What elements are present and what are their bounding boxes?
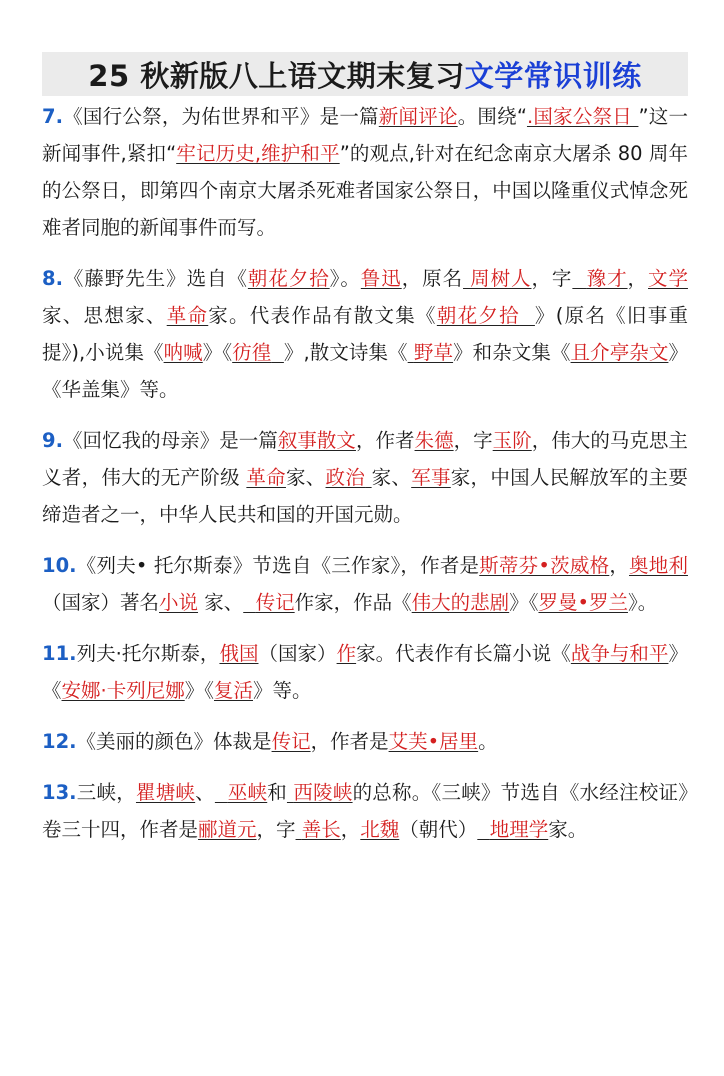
question-q12 bbox=[42, 723, 688, 760]
answer-blank bbox=[215, 781, 228, 804]
question-text: 》《 bbox=[202, 341, 233, 364]
answer-text: 传记 bbox=[271, 730, 311, 753]
answer-text: 军事 bbox=[411, 466, 451, 489]
question-text: ，字 bbox=[453, 429, 493, 452]
question-q7 bbox=[42, 98, 688, 246]
question-text: 、 bbox=[195, 781, 215, 804]
question-text: 。围绕“ bbox=[457, 105, 527, 128]
question-text: 《美丽的颜色》体裁是 bbox=[76, 730, 272, 753]
answer-text: 善长 bbox=[301, 818, 341, 841]
question-text: 的总称。《三峡》节选自《水经注校证》卷三十四，作者是 bbox=[42, 781, 688, 841]
question-text: 家。代表作品有散文集《 bbox=[208, 304, 437, 327]
answer-text: 安娜·卡列尼娜 bbox=[61, 679, 185, 702]
question-q10 bbox=[42, 547, 688, 621]
answer-text: 朝花夕拾 bbox=[247, 267, 330, 290]
question-text: ，字 bbox=[256, 818, 296, 841]
answer-text: 北魏 bbox=[360, 818, 400, 841]
question-text: 家，中国人民解放军的主要缔造者之一，中华人民共和国的开国元勋。 bbox=[42, 466, 688, 526]
question-text: 。 bbox=[478, 730, 498, 753]
question-number: 7. bbox=[42, 105, 63, 128]
answer-text: 郦道元 bbox=[198, 818, 257, 841]
question-text: 》《华盖集》等。 bbox=[42, 341, 688, 401]
question-list bbox=[42, 98, 688, 848]
question-text: ， bbox=[627, 267, 648, 290]
question-number: 9. bbox=[42, 429, 63, 452]
question-text: 》。 bbox=[627, 591, 658, 614]
answer-text: 文学 bbox=[648, 267, 688, 290]
answer-blank bbox=[477, 818, 489, 841]
title-main: 25 秋新版八上语文期末复习 bbox=[88, 58, 465, 93]
answer-text: 豫才 bbox=[586, 267, 628, 290]
question-text: 家、 bbox=[198, 591, 244, 614]
answer-text: 地理学 bbox=[489, 818, 549, 841]
answer-text: 鲁迅 bbox=[360, 267, 402, 290]
question-text: 作家，作品《 bbox=[294, 591, 412, 614]
question-text: （国家） bbox=[258, 642, 337, 665]
answer-text: 小说 bbox=[159, 591, 199, 614]
question-text: 和 bbox=[267, 781, 287, 804]
question-text: 《回忆我的母亲》是一篇 bbox=[62, 429, 278, 452]
question-text: ， bbox=[340, 818, 361, 841]
question-number: 13. bbox=[42, 781, 77, 804]
answer-text: 彷徨 bbox=[232, 341, 272, 364]
answer-text: 复活 bbox=[213, 679, 253, 702]
answer-blank bbox=[271, 341, 284, 364]
page-title bbox=[42, 52, 688, 96]
question-text: ，原名 bbox=[401, 267, 464, 290]
question-text: ，作者 bbox=[355, 429, 415, 452]
answer-text: 政治 bbox=[325, 466, 366, 489]
answer-text: 斯蒂芬•茨威格 bbox=[479, 554, 610, 577]
question-text: ”这一新闻事件,紧扣“ bbox=[42, 105, 688, 165]
question-text: （国家）著名 bbox=[42, 591, 160, 614]
answer-text: 俄国 bbox=[219, 642, 259, 665]
question-q8 bbox=[42, 260, 688, 408]
question-text: 《国行公祭，为佑世界和平》是一篇 bbox=[62, 105, 379, 128]
document-page bbox=[0, 52, 724, 1076]
question-text: 》《 bbox=[509, 591, 539, 614]
answer-text: 革命 bbox=[246, 466, 286, 489]
answer-text: 周树人 bbox=[463, 267, 532, 290]
answer-text: .国家公祭日 bbox=[526, 105, 633, 128]
question-text: 《藤野先生》选自《 bbox=[62, 267, 248, 290]
question-text: 家、思想家、 bbox=[42, 304, 167, 327]
question-text: 《列夫• 托尔斯泰》节选自《三作家》，作者是 bbox=[76, 554, 480, 577]
answer-text: 罗曼•罗兰 bbox=[538, 591, 628, 614]
title-highlight: 文学常识训练 bbox=[464, 58, 642, 93]
answer-text: 玉阶 bbox=[492, 429, 532, 452]
answer-text: 呐喊 bbox=[163, 341, 203, 364]
question-text: 》。 bbox=[329, 267, 361, 290]
answer-text: 革命 bbox=[166, 304, 209, 327]
question-text: 》(原名《旧事重提》),小说集《 bbox=[42, 304, 688, 364]
answer-text: 野草 bbox=[413, 341, 454, 364]
question-text: ，字 bbox=[531, 267, 573, 290]
question-text: 》等。 bbox=[253, 679, 312, 702]
question-q11 bbox=[42, 635, 688, 709]
answer-blank bbox=[243, 591, 255, 614]
question-q9 bbox=[42, 422, 688, 533]
question-text: ， bbox=[609, 554, 630, 577]
answer-text: 朱德 bbox=[414, 429, 454, 452]
question-text: 三峡， bbox=[76, 781, 136, 804]
answer-blank bbox=[520, 304, 535, 327]
question-number: 11. bbox=[42, 642, 77, 665]
question-text: ，伟大的马克思主义者，伟大的无产阶级 bbox=[42, 429, 688, 489]
question-text: 》《 bbox=[42, 642, 688, 702]
answer-text: 艾芙•居里 bbox=[388, 730, 479, 753]
question-text: 》,散文诗集《 bbox=[283, 341, 408, 364]
answer-text: 作 bbox=[336, 642, 357, 665]
answer-text: 且介亭杂文 bbox=[570, 341, 669, 364]
answer-text: 朝花夕拾 bbox=[436, 304, 520, 327]
question-text: 列夫·托尔斯泰， bbox=[76, 642, 220, 665]
question-text: （朝代） bbox=[399, 818, 478, 841]
answer-text: 伟大的悲剧 bbox=[411, 591, 510, 614]
answer-text: 巫峡 bbox=[227, 781, 268, 804]
question-text: 》和杂文集《 bbox=[453, 341, 571, 364]
answer-text: 叙事散文 bbox=[277, 429, 356, 452]
question-text: 家。代表作有长篇小说《 bbox=[356, 642, 571, 665]
answer-text: 奥地利 bbox=[629, 554, 688, 577]
answer-text: 新闻评论 bbox=[378, 105, 458, 128]
question-number: 8. bbox=[42, 267, 63, 290]
question-q13 bbox=[42, 774, 688, 848]
question-text: ，作者是 bbox=[310, 730, 389, 753]
answer-text: 牢记历史,维护和平 bbox=[176, 142, 340, 165]
question-number: 12. bbox=[42, 730, 77, 753]
question-number: 10. bbox=[42, 554, 77, 577]
answer-text: 战争与和平 bbox=[570, 642, 669, 665]
question-text: 家、 bbox=[371, 466, 412, 489]
question-text: ”的观点,针对在纪念南京大屠杀 80 周年的公祭日，即第四个南京大屠杀死难者国家公祭日，中国以隆重仪式悼念死难者同胞的新闻事件而写。 bbox=[42, 142, 688, 239]
question-text: 家、 bbox=[285, 466, 326, 489]
question-text: 家。 bbox=[548, 818, 588, 841]
answer-text: 西陵峡 bbox=[293, 781, 353, 804]
answer-text: 瞿塘峡 bbox=[135, 781, 196, 804]
question-text: 》《 bbox=[184, 679, 214, 702]
answer-blank bbox=[572, 267, 586, 290]
answer-text: 传记 bbox=[255, 591, 295, 614]
